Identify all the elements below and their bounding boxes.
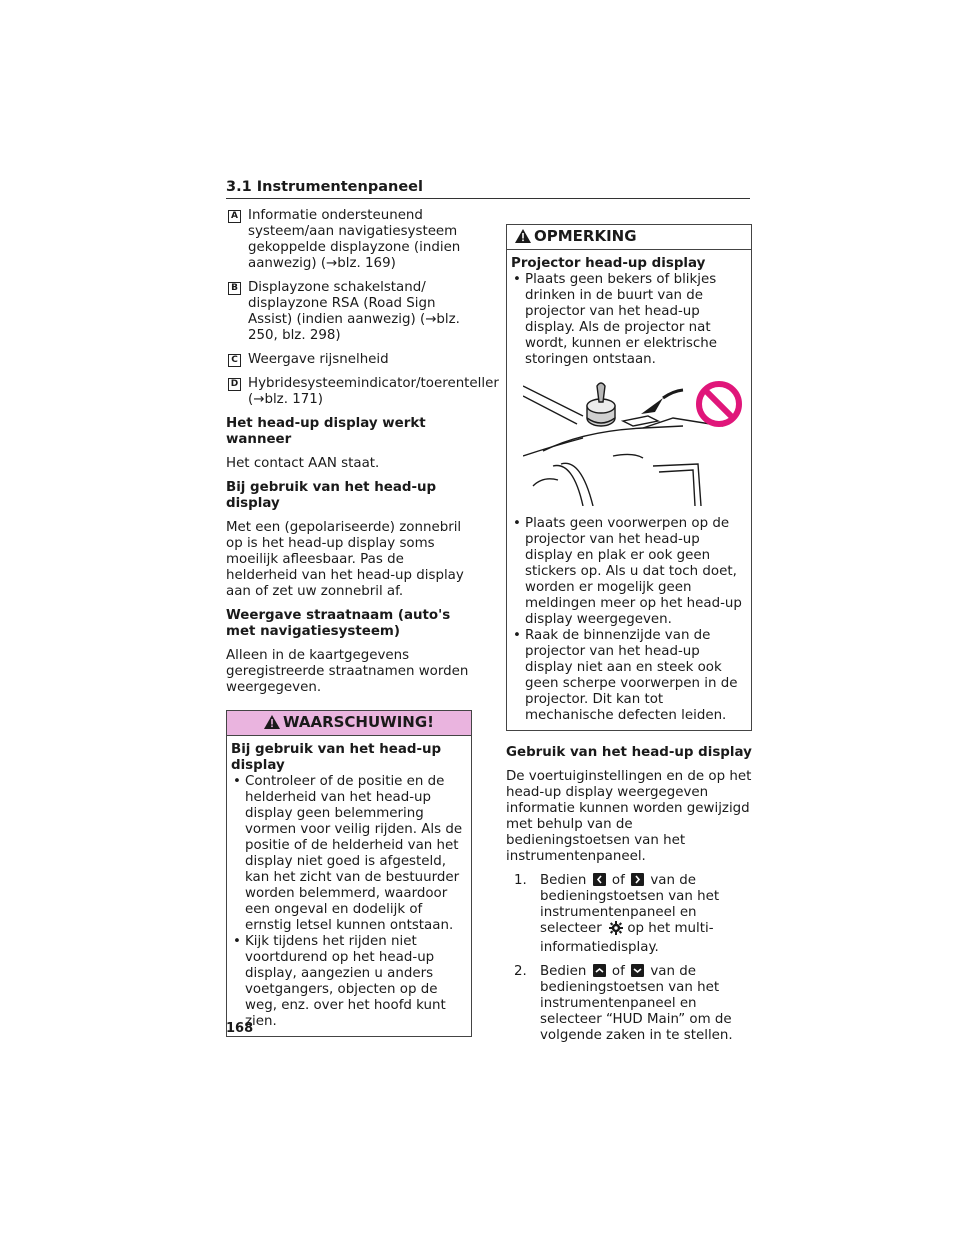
note-bullet-2: • Plaats geen voorwerpen op de projector van het head-up display en plak er ook geen stickers op. Als u dat toch doet, worden er mogelijk geen meldingen meer op het head-up display weergegeven. <box>511 516 747 628</box>
note-bullet-3: • Raak de binnenzijde van de projector van het head-up display niet aan en steek ook geen scherpe voorwerpen in de projector. Dit kan tot mechanische defecten leiden. <box>511 628 747 724</box>
warning-body <box>227 736 471 1036</box>
note-title: OPMERKING <box>534 227 637 245</box>
badge-b: B <box>228 282 241 295</box>
step-1 <box>506 873 752 956</box>
paragraph-straatnamen: Alleen in de kaartgegevens geregistreerde straatnamen worden weergegeven. <box>226 648 469 695</box>
step-2 <box>506 964 752 1044</box>
step-1-text-c: van de bedieningstoetsen van het instrumentenpaneel en selecteer <box>540 873 720 936</box>
heading-werkt-wanneer: Het head-up display werkt wanneer <box>226 416 426 447</box>
legend-text-d: Hybridesysteemindicator/toerenteller (→blz. 171) <box>248 376 499 407</box>
note-bullet-1: • Plaats geen bekers of blikjes drinken in de buurt van de projector van het head-up display. Als de projector nat wordt, kunnen er elektrische storingen ontstaan. <box>511 272 747 368</box>
gear-icon <box>609 921 623 940</box>
page-number: 168 <box>226 1021 254 1036</box>
badge-c: C <box>228 354 241 367</box>
note-subtitle: Projector head-up display <box>511 256 706 271</box>
note-body <box>507 250 751 730</box>
warning-subtitle: Bij gebruik van het head-up display <box>231 742 442 773</box>
legend-text-b: Displayzone schakelstand/ displayzone RSA (Road Sign Assist) (indien aanwezig) (→blz. 250, blz. 298) <box>248 280 460 343</box>
badge-d: D <box>228 378 241 391</box>
step-1-text-b: of <box>611 873 625 888</box>
warning-header <box>227 711 471 736</box>
right-column <box>506 224 752 1052</box>
chevron-down-icon <box>631 964 644 977</box>
badge-a: A <box>228 210 241 223</box>
legend-text-a: Informatie ondersteunend systeem/aan navigatiesysteem gekoppelde displayzone (indien aanwezig) (→blz. 169) <box>248 208 461 271</box>
note-triangle-icon <box>515 229 531 247</box>
note-box <box>506 224 752 731</box>
warning-bullet-2: • Kijk tijdens het rijden niet voortdurend op het head-up display, aangezien u anders voetgangers, objecten op de weg, enz. over het hoofd kunt zien. <box>231 934 467 1030</box>
step-1-text-a: Bedien <box>540 873 587 888</box>
chevron-left-icon <box>593 873 606 886</box>
projector-illustration <box>523 376 751 506</box>
warning-box <box>226 710 472 1037</box>
left-column <box>226 208 499 1037</box>
heading-straatnaam: Weergave straatnaam (auto's met navigatiesysteem) <box>226 608 451 639</box>
legend-item-a <box>226 208 472 272</box>
paragraph-contact: Het contact AAN staat. <box>226 456 380 471</box>
step-1-text-d: op het multi-informatiedisplay. <box>540 921 714 955</box>
step-2-text-a: Bedien <box>540 964 587 979</box>
chevron-right-icon <box>631 873 644 886</box>
legend-item-d <box>226 376 499 408</box>
paragraph-zonnebril: Met een (gepolariseerde) zonnebril op is het head-up display soms moeilijk afleesbaar. Pas de helderheid van het head-up display aan of zet uw zonnebril af. <box>226 520 464 599</box>
warning-bullet-1: • Controleer of de positie en de helderheid van het head-up display geen belemmering vormen voor veilig rijden. Als de positie of de helderheid van het display niet goed is afgesteld, kan het zicht van de bestuurder worden belemmerd, waardoor een ongeval en dodelijk of ernstig letsel kunnen ontstaan. <box>231 774 467 934</box>
legend-item-c <box>226 352 472 368</box>
step-2-number: 2. <box>514 964 527 979</box>
warning-triangle-icon <box>264 715 280 733</box>
section-title: 3.1 Instrumentenpaneel <box>226 178 750 199</box>
step-2-text-b: of <box>611 964 625 979</box>
heading-gebruik: Gebruik van het head-up display <box>506 745 752 760</box>
heading-bij-gebruik: Bij gebruik van het head-up display <box>226 480 437 511</box>
note-header <box>507 225 751 250</box>
warning-title: WAARSCHUWING! <box>282 713 435 731</box>
paragraph-voertuiginstellingen: De voertuiginstellingen en de op het head-up display weergegeven informatie kunnen worden gewijzigd met behulp van de bedieningstoetsen van het instrumentenpaneel. <box>506 769 752 864</box>
step-2-text-c: van de bedieningstoetsen van het instrumentenpaneel en selecteer “HUD Main” om de volgende zaken in te stellen. <box>540 964 733 1043</box>
step-1-number: 1. <box>514 873 527 888</box>
legend-text-c: Weergave rijsnelheid <box>248 352 389 367</box>
legend-item-b <box>226 280 472 344</box>
chevron-up-icon <box>593 964 606 977</box>
